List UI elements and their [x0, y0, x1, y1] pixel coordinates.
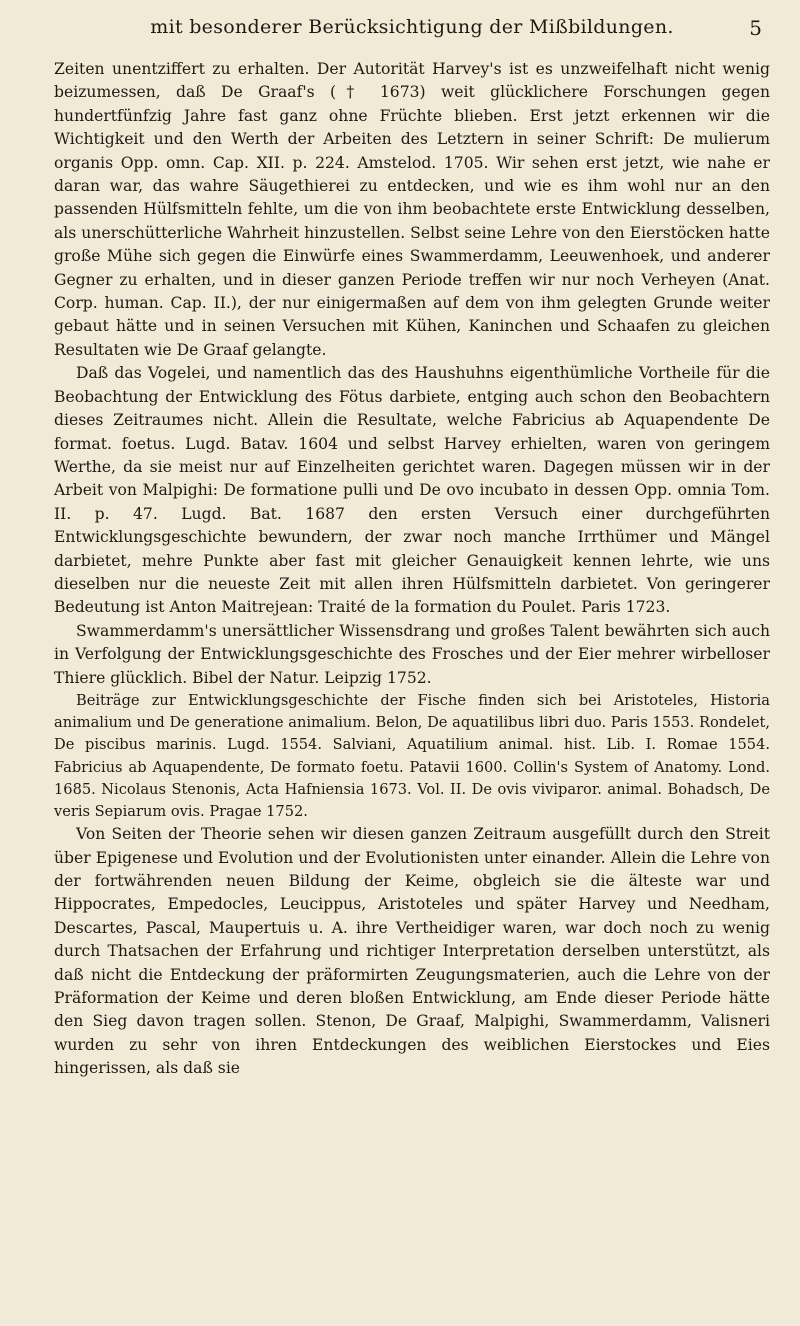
body-text	[54, 58, 770, 1081]
closing-paragraph: Von Seiten der Theorie sehen wir diesen ganzen Zeitraum ausgefüllt durch den Streit über Epigenese und Evolution und der Evolutionisten unter einander. Allein die Lehre von der fortwährenden neuen Bildung der Keime, obgleich sie die älteste war und Hippocrates, Empedocles, Leucippus, Aristoteles und später Harvey und Needham, Descartes, Pascal, Maupertuis u. A. ihre Vertheidiger waren, war doch noch zu wenig durch Thatsachen der Erfahrung und richtiger Interpretation derselben unterstützt, als daß nicht die Entdeckung der präformirten Zeugungsmaterien, auch die Lehre von der Präformation der Keime und deren bloßen Entwicklung, am Ende dieser Periode hätte den Sieg davon tragen sollen. Stenon, De Graaf, Malpighi, Swammerdamm, Valisneri wurden zu sehr von ihren Entdeckungen des weiblichen Eierstockes und Eies hingerissen, als daß sie	[54, 825, 770, 1078]
running-title: mit besonderer Berücksichtigung der Mißbildungen.	[150, 16, 674, 38]
paragraph-3: Swammerdamm's unersättlicher Wissensdrang und großes Talent bewährten sich auch in Verfolgung der Entwicklungsgeschichte des Frosches und der Eier mehrer wirbelloser Thiere glücklich. Bibel der Natur. Leipzig 1752.	[54, 621, 770, 687]
page-header	[54, 14, 770, 58]
page-number: 5	[749, 16, 762, 40]
paragraph-1: Zeiten unentziffert zu erhalten. Der Autorität Harvey's ist es unzweifelhaft nicht wenig beizumessen, daß De Graaf's († 1673) weit glücklichere Forschungen gegen hundertfünfzig Jahre fast ganz ohne Früchte blieben. Erst jetzt erkennen wir die Wichtigkeit und den Werth der Arbeiten des Letztern in seiner Schrift: De mulierum organis Opp. omn. Cap. XII. p. 224. Amstelod. 1705. Wir sehen erst jetzt, wie nahe er daran war, das wahre Säugethierei zu entdecken, und wie es ihm wohl nur an den passenden Hülfsmitteln fehlte, um die von ihm beobachtete erste Entwicklung desselben, als unerschütterliche Wahrheit hinzustellen. Selbst seine Lehre von den Eierstöcken hatte große Mühe sich gegen die Einwürfe eines Swammerdamm, Leeuwenhoek, und anderer Gegner zu erhalten, und in dieser ganzen Periode treffen wir nur noch Verheyen (Anat. Corp. human. Cap. II.), der nur einigermaßen auf dem von ihm gelegten Grunde weiter gebaut hätte und in seinen Versuchen mit Kühen, Kaninchen und Schaafen zu gleichen Resultaten wie De Graaf gelangte.	[54, 60, 770, 359]
references-paragraph: Beiträge zur Entwicklungsgeschichte der Fische finden sich bei Aristoteles, Historia animalium und De generatione animalium. Belon, De aquatilibus libri duo. Paris 1553. Rondelet, De piscibus marinis. Lugd. 1554. Salviani, Aquatilium animal. hist. Lib. I. Romae 1554. Fabricius ab Aquapendente, De formato foetu. Patavii 1600. Collin's System of Anatomy. Lond. 1685. Nicolaus Stenonis, Acta Hafniensia 1673. Vol. II. De ovis viviparor. animal. Bohadsch, De veris Sepiarum ovis. Pragae 1752.	[54, 691, 770, 820]
paragraph-2: Daß das Vogelei, und namentlich das des Haushuhns eigenthümliche Vortheile für die Beobachtung der Entwicklung des Fötus darbiete, entging auch schon den Beobachtern dieses Zeitraumes nicht. Allein die Resultate, welche Fabricius ab Aquapendente De format. foetus. Lugd. Batav. 1604 und selbst Harvey erhielten, waren von geringem Werthe, da sie meist nur auf Einzelheiten gerichtet waren. Dagegen müssen wir in der Arbeit von Malpighi: De formatione pulli und De ovo incubato in dessen Opp. omnia Tom. II. p. 47. Lugd. Bat. 1687 den ersten Versuch einer durchgeführten Entwicklungsgeschichte bewundern, der zwar noch manche Irrthümer und Mängel darbietet, mehre Punkte aber fast mit gleicher Genauigkeit kennen lehrte, wie uns dieselben nur die neueste Zeit mit allen ihren Hülfsmitteln darbietet. Von geringerer Bedeutung ist Anton Maitrejean: Traité de la formation du Poulet. Paris 1723.	[54, 364, 770, 617]
